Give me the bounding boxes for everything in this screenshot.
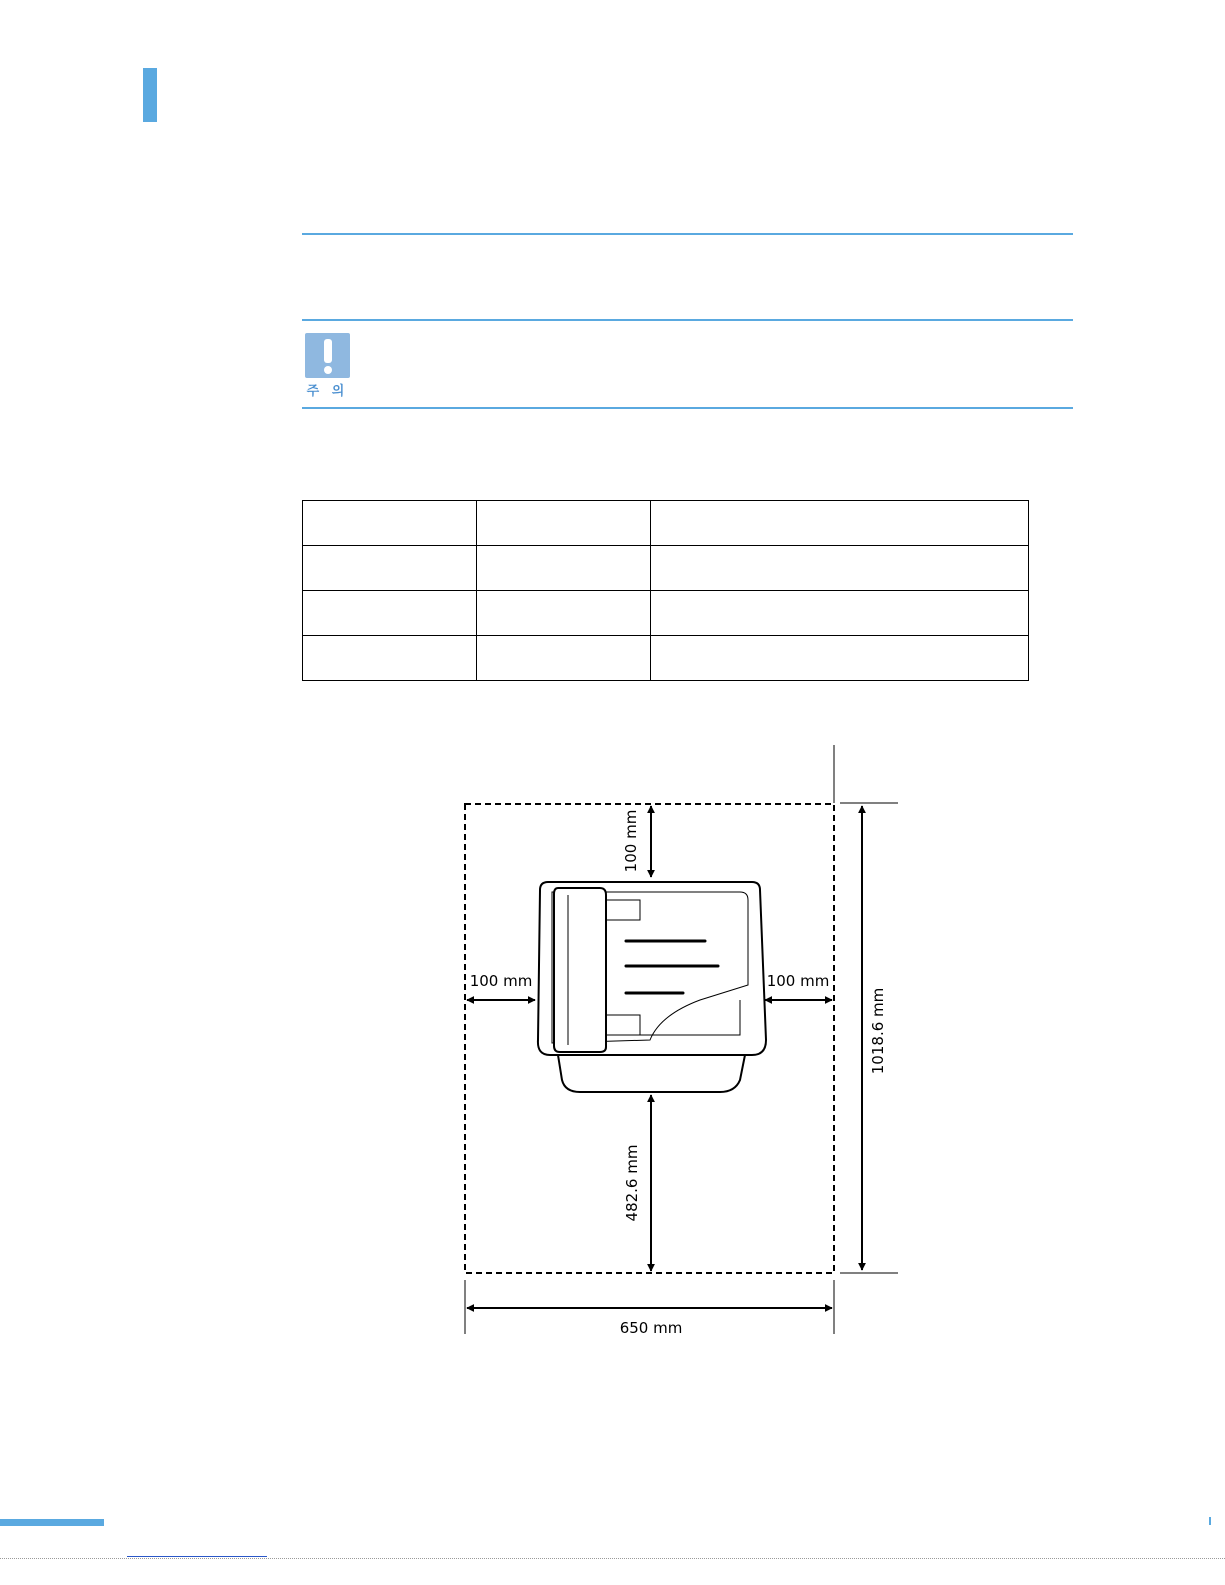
footer-right-tick: [1209, 1517, 1211, 1525]
top-clearance-label: 100 mm: [622, 809, 640, 873]
left-clearance-label: 100 mm: [469, 972, 533, 990]
total-width-label: 650 mm: [619, 1319, 683, 1337]
total-depth-label: 1018.6 mm: [869, 987, 887, 1075]
footer-underline: [127, 1556, 267, 1557]
printer-top-view: [538, 882, 766, 1092]
printer-front-tray: [558, 1055, 745, 1092]
footer-dotted-line: [0, 1558, 1225, 1559]
caution-label: 주 의: [306, 384, 349, 399]
footer-accent-bar: [0, 1519, 104, 1526]
right-clearance-label: 100 mm: [766, 972, 830, 990]
printer-paper-guide: [554, 888, 606, 1052]
front-clearance-label: 482.6 mm: [623, 1144, 641, 1222]
